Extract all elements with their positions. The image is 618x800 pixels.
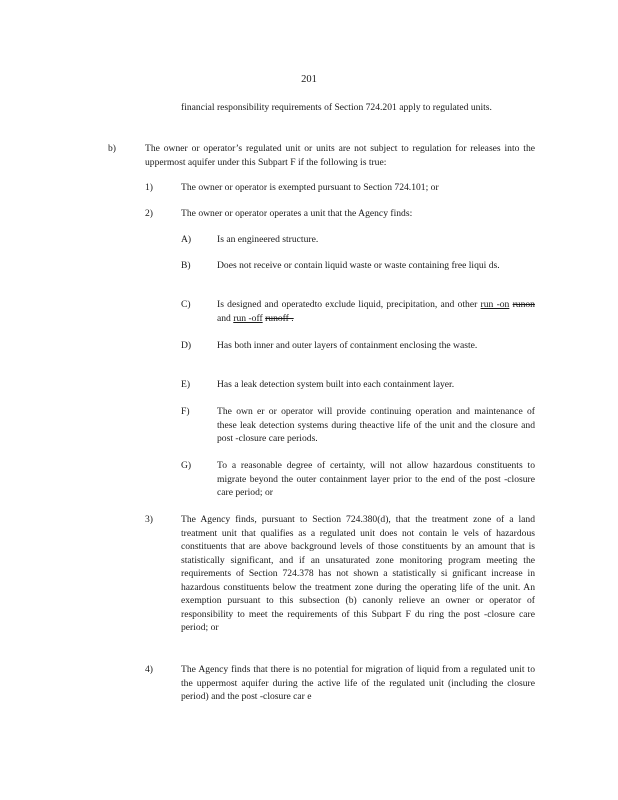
item-2G-text: To a reasonable degree of certainty, will not allow hazardous constituents to migrate beyond the outer containment layer prior to the end of the post -closure care period; or bbox=[217, 460, 535, 498]
item-2F-label: F) bbox=[181, 406, 190, 417]
item-2D-text: Has both inner and outer layers of containment enclosing the waste. bbox=[217, 340, 478, 351]
item-2A-text: Is an engineered structure. bbox=[217, 234, 319, 245]
item-2B-label: B) bbox=[181, 260, 191, 271]
deleted-runoff: runoff . bbox=[265, 312, 294, 324]
item-2C-text-main: Is designed and operatedto exclude liquid, precipitation, and other bbox=[217, 299, 481, 310]
item-3-text: The Agency finds, pursuant to Section 724.380(d), that the treatment zone of a land treatment unit that qualifies as a regulated unit does not contain le vels of hazardous constituents that are above background levels of those constituents by an amount that is statistically significant, and if an unsaturated zone monitoring program meeting the requirements of Section 724.378 has not shown a statistically si gnificant increase in hazardous constituents below the treatment zone during the operating life of the unit. An exemption pursuant to this subsection (b) canonly relieve an owner or operator of responsibility to meet the requirements of this Subpart F du ring the post -closure care period; or bbox=[181, 514, 535, 633]
item-2C-and: and bbox=[217, 312, 234, 324]
item-2-label: 2) bbox=[145, 208, 153, 219]
page-number: 201 bbox=[301, 74, 317, 85]
item-2A-label: A) bbox=[181, 234, 192, 245]
item-2C-label: C) bbox=[181, 299, 191, 310]
inserted-run-off: run -off bbox=[233, 312, 263, 324]
item-b-label: b) bbox=[108, 143, 116, 154]
item-4-text: The Agency finds that there is no potential for migration of liquid from a regulated unit to the uppermost aquifer during the active life of the regulated unit (including the closure period) and the post -closure car e bbox=[181, 664, 535, 702]
inserted-run-on: run -on bbox=[480, 299, 510, 310]
item-b-text: The owner or operator’s regulated unit or units are not subject to regulation for releases into the uppermost aquifer under this Subpart F if the following is true: bbox=[145, 143, 535, 168]
item-1-text: The owner or operator is exempted pursuant to Section 724.101; or bbox=[181, 182, 439, 193]
deleted-runon: runon bbox=[512, 299, 535, 310]
item-2D-label: D) bbox=[181, 340, 192, 351]
item-2E-text: Has a leak detection system built into each containment layer. bbox=[217, 379, 455, 390]
item-3-label: 3) bbox=[145, 514, 153, 525]
item-1-label: 1) bbox=[145, 182, 153, 193]
item-2F-text: The own er or operator will provide continuing operation and maintenance of these leak detection systems during theactive life of the unit and the closure and post -closure care periods. bbox=[217, 406, 535, 444]
item-2B-text: Does not receive or contain liquid waste or waste containing free liqui ds. bbox=[217, 260, 500, 271]
item-2G-label: G) bbox=[181, 460, 192, 471]
intro-paragraph: financial responsibility requirements of Section 724.201 apply to regulated units. bbox=[181, 102, 492, 113]
item-2C-text bbox=[217, 298, 535, 325]
item-2-text: The owner or operator operates a unit that the Agency finds: bbox=[181, 208, 413, 219]
item-4-label: 4) bbox=[145, 664, 153, 675]
item-2E-label: E) bbox=[181, 379, 191, 390]
